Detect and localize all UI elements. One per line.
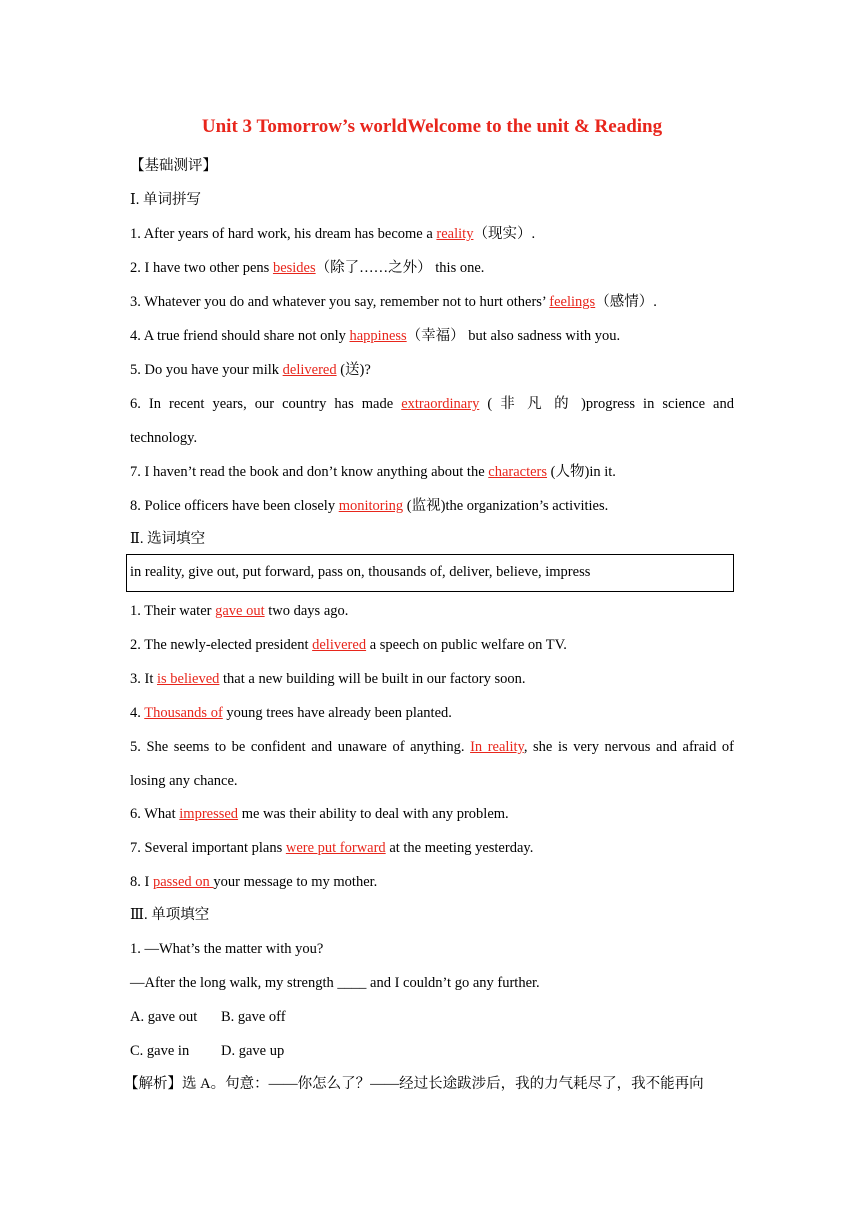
s2-item-3: 3. It is believed that a new building will be built in our factory soon.: [130, 671, 526, 687]
section1-heading: Ⅰ. 单词拼写: [130, 192, 201, 208]
section3-heading: Ⅲ. 单项填空: [130, 907, 210, 923]
s1-item-8: 8. Police officers have been closely monitoring (监视)the organization’s activities.: [130, 498, 609, 514]
answer-text: reality: [436, 226, 474, 242]
option-b: B. gave off: [221, 1009, 286, 1025]
answer-text: feelings: [549, 294, 596, 310]
s2-item-5-cont: losing any chance.: [130, 773, 238, 789]
s3-question: 1. —What’s the matter with you?: [130, 941, 324, 957]
s3-answer-line: —After the long walk, my strength ____ and I couldn’t go any further.: [130, 975, 540, 991]
s1-item-2: 2. I have two other pens besides（除了……之外） this one.: [130, 260, 485, 276]
answer-text: delivered: [282, 362, 337, 378]
answer-text: characters: [488, 464, 548, 480]
s2-item-2: 2. The newly-elected president delivered a speech on public welfare on TV.: [130, 637, 567, 653]
answer-text: gave out: [215, 603, 265, 619]
s2-item-7: 7. Several important plans were put forward at the meeting yesterday.: [130, 840, 534, 856]
s1-item-4: 4. A true friend should share not only happiness（幸福） but also sadness with you.: [130, 328, 621, 344]
s1-item-1: 1. After years of hard work, his dream has become a reality（现实）.: [130, 226, 536, 242]
answer-text: were put forward: [285, 840, 386, 856]
answer-text: impressed: [179, 806, 239, 822]
answer-text: Thousands of: [144, 705, 223, 721]
s3-options-row-1: [130, 1007, 286, 1027]
word-box: [126, 554, 734, 592]
option-c: C. gave in: [130, 1043, 190, 1059]
s1-item-7: 7. I haven’t read the book and don’t know anything about the characters (人物)in it.: [130, 464, 616, 480]
s2-item-4: 4. Thousands of young trees have already been planted.: [130, 705, 452, 721]
section2-heading: Ⅱ. 选词填空: [130, 531, 206, 547]
answer-text: monitoring: [338, 498, 404, 514]
word-box-text: in reality, give out, put forward, pass on, thousands of, deliver, believe, impress: [130, 564, 591, 580]
answer-text: is believed: [156, 671, 220, 687]
s2-item-6: 6. What impressed me was their ability to deal with any problem.: [130, 806, 509, 822]
s1-item-6: 6. In recent years, our country has made extraordinary ( 非 凡 的 )progress in science and: [130, 396, 734, 412]
option-a: A. gave out: [130, 1009, 198, 1025]
answer-text: happiness: [349, 328, 407, 344]
s2-item-1: 1. Their water gave out two days ago.: [130, 603, 349, 619]
s2-item-5: 5. She seems to be confident and unaware of anything. In reality, she is very nervous and afraid of: [130, 739, 734, 755]
answer-text: extraordinary: [401, 396, 480, 412]
s1-item-3: 3. Whatever you do and whatever you say, remember not to hurt others’ feelings（感情）.: [130, 294, 657, 310]
page-title: Unit 3 Tomorrow’s worldWelcome to the unit & Reading: [201, 116, 663, 137]
section-header: 【基础测评】: [130, 158, 217, 174]
s3-analysis: 【解析】选 A。句意：——你怎么了？——经过长途跋涉后，我的力气耗尽了，我不能再向: [124, 1076, 704, 1092]
answer-text: besides: [272, 260, 316, 276]
answer-text: passed on: [152, 874, 214, 890]
answer-text: delivered: [312, 637, 367, 653]
s1-item-5: 5. Do you have your milk delivered (送)?: [130, 362, 371, 378]
answer-text: In reality: [470, 739, 524, 755]
s1-item-6-cont: technology.: [130, 430, 198, 446]
s3-options-row-2: [130, 1041, 284, 1061]
option-d: D. gave up: [221, 1043, 285, 1059]
s2-item-8: 8. I passed on your message to my mother.: [130, 874, 378, 890]
